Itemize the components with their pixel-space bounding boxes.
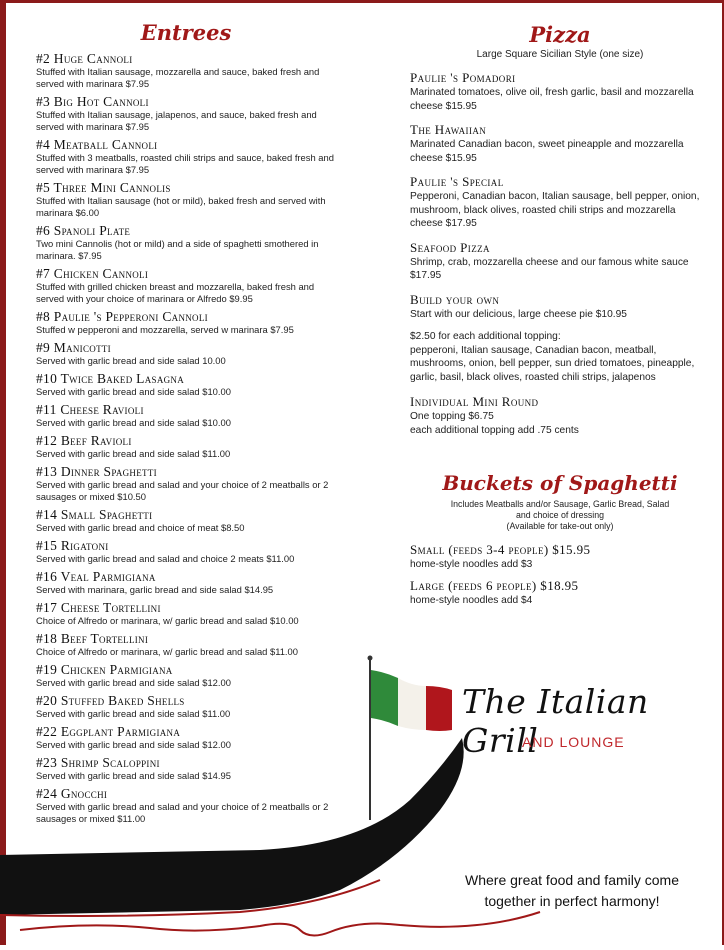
pizza-name: Paulie 's Pomadori: [410, 70, 516, 85]
entree-name: #14 Small Spaghetti: [36, 507, 153, 522]
entree-name: #23 Shrimp Scaloppini: [36, 755, 160, 770]
bucket-small-name: Small (feeds 3-4 people) $15.95: [410, 542, 591, 557]
entree-description: Choice of Alfredo or marinara, w/ garlic bread and salad $11.00: [36, 646, 298, 657]
entree-description: Stuffed with Italian sausage, jalapenos, and sauce, baked fresh and served with marinara $7.95: [36, 109, 317, 132]
entree-name: #13 Dinner Spaghetti: [36, 464, 157, 479]
entree-name: #5 Three Mini Cannolis: [36, 180, 171, 195]
entree-description: Served with garlic bread and side salad $10.00: [36, 417, 231, 428]
entree-name: #22 Eggplant Parmigiana: [36, 724, 181, 739]
entree-name: #2 Huge Cannoli: [36, 51, 133, 66]
pizza-description: Shrimp, crab, mozzarella cheese and our famous white sauce $17.95: [410, 256, 689, 281]
entree-description: Served with garlic bread and side salad $12.00: [36, 739, 231, 750]
entree-description: Served with garlic bread and side salad $11.00: [36, 708, 231, 719]
entree-name: #10 Twice Baked Lasagna: [36, 371, 185, 386]
entree-description: Served with garlic bread and salad and your choice of 2 meatballs or 2 sausages or mixed $10.50: [36, 479, 329, 502]
pizza-name: Seafood Pizza: [410, 239, 490, 255]
entree-description: Served with garlic bread and salad and choice 2 meats $11.00: [36, 553, 295, 564]
topping-header: $2.50 for each additional topping:: [410, 331, 561, 342]
entrees-title: Entrees: [140, 20, 232, 45]
buckets-note-3: (Available for take-out only): [506, 521, 614, 531]
restaurant-logo: The Italian Grill: [462, 682, 649, 760]
pizza-description: Pepperoni, Canadian bacon, Italian sausage, bell pepper, onion, mushroom, black olives, roasted chili strips and mozzarella cheese $17.95: [410, 191, 700, 229]
gondola-hull: [0, 738, 464, 915]
buckets-note-1: Includes Meatballs and/or Sausage, Garlic Bread, Salad: [450, 499, 670, 509]
pizza-title: Pizza: [529, 22, 591, 47]
entree-name: #18 Beef Tortellini: [36, 631, 149, 646]
entree-description: Served with garlic bread and side salad $11.00: [36, 448, 231, 459]
entree-description: Served with garlic bread and side salad $12.00: [36, 677, 231, 688]
entree-description: Served with garlic bread and side salad $10.00: [36, 386, 231, 397]
logo-subtitle: AND LOUNGE: [522, 734, 625, 750]
entree-name: #8 Paulie 's Pepperoni Cannoli: [36, 309, 208, 324]
entree-description: Stuffed w pepperoni and mozzarella, served w marinara $7.95: [36, 324, 294, 335]
entree-description: Served with garlic bread and side salad $14.95: [36, 770, 231, 781]
pizza-name: Paulie 's Special: [410, 174, 504, 189]
pizza-description: Marinated Canadian bacon, sweet pineapple and mozzarella cheese $15.95: [410, 139, 684, 164]
entree-description: Served with garlic bread and choice of meat $8.50: [36, 522, 245, 533]
flag-green-stripe: [371, 670, 398, 726]
entree-description: Stuffed with Italian sausage, mozzarella and sauce, baked fresh and served with marinara $7.95: [36, 66, 320, 89]
entree-name: #7 Chicken Cannoli: [36, 266, 149, 281]
entree-description: Choice of Alfredo or marinara, w/ garlic bread and salad $10.00: [36, 615, 299, 626]
entree-name: #17 Cheese Tortellini: [36, 600, 161, 615]
entree-name: #20 Stuffed Baked Shells: [36, 693, 185, 708]
bucket-large-desc: home-style noodles add $4: [410, 594, 533, 606]
tagline-line-1: Where great food and family come: [465, 872, 679, 888]
entree-name: #4 Meatball Cannoli: [36, 137, 158, 152]
mini-round-name: Individual Mini Round: [410, 394, 539, 409]
flag-white-stripe: [398, 678, 426, 730]
entree-name: #6 Spanoli Plate: [36, 223, 131, 238]
entree-description: Stuffed with 3 meatballs, roasted chili strips and sauce, baked fresh and served with marinara $7.95: [36, 152, 334, 175]
pizza-description: Marinated tomatoes, olive oil, fresh garlic, basil and mozzarella cheese $15.95: [410, 87, 694, 112]
mini-round-line1: One topping $6.75: [410, 411, 494, 422]
entree-name: #9 Manicotti: [36, 340, 111, 355]
pizza-description: Start with our delicious, large cheese pie $10.95: [410, 308, 627, 320]
entree-description: Stuffed with Italian sausage (hot or mild), baked fresh and served with marinara $6.00: [36, 195, 326, 218]
pizza-name: The Hawaiian: [410, 122, 487, 137]
flag-pole-tip: [368, 656, 373, 661]
entree-description: Served with garlic bread and side salad 10.00: [36, 355, 226, 366]
tagline: [440, 870, 704, 912]
entree-description: Served with garlic bread and salad and your choice of 2 meatballs or 2 sausages or mixed $11.00: [36, 801, 329, 824]
entree-description: Stuffed with grilled chicken breast and mozzarella, baked fresh and served with your choice of marinara or Alfredo $9.95: [36, 281, 315, 304]
entree-name: #15 Rigatoni: [36, 538, 109, 553]
entree-name: #16 Veal Parmigiana: [36, 569, 156, 584]
entree-name: #19 Chicken Parmigiana: [36, 662, 173, 677]
bucket-large-name: Large (feeds 6 people) $18.95: [410, 577, 579, 593]
flag-red-stripe: [426, 686, 452, 731]
entree-name: #24 Gnocchi: [36, 786, 108, 801]
tagline-line-2: together in perfect harmony!: [484, 893, 660, 909]
entree-name: #11 Cheese Ravioli: [36, 402, 144, 417]
entree-description: Two mini Cannolis (hot or mild) and a side of spaghetti smothered in marinara. $7.95: [36, 238, 319, 261]
topping-list: pepperoni, Italian sausage, Canadian bacon, meatball, mushrooms, onion, bell pepper, sun dried tomatoes, pineapple, garlic, basil, black olives, roasted chili strips, jalapenos: [410, 344, 695, 383]
buckets-title: Buckets of Spaghetti: [442, 471, 678, 495]
entree-name: #3 Big Hot Cannoli: [36, 94, 149, 109]
pizza-name: Build your own: [410, 291, 500, 307]
buckets-note-2: and choice of dressing: [515, 510, 605, 520]
entree-name: #12 Beef Ravioli: [36, 433, 132, 448]
mini-round-line2: each additional topping add .75 cents: [410, 424, 579, 436]
pizza-subtitle: Large Square Sicilian Style (one size): [476, 49, 644, 60]
entree-description: Served with marinara, garlic bread and side salad $14.95: [36, 584, 274, 595]
bucket-small-desc: home-style noodles add $3: [410, 559, 533, 570]
